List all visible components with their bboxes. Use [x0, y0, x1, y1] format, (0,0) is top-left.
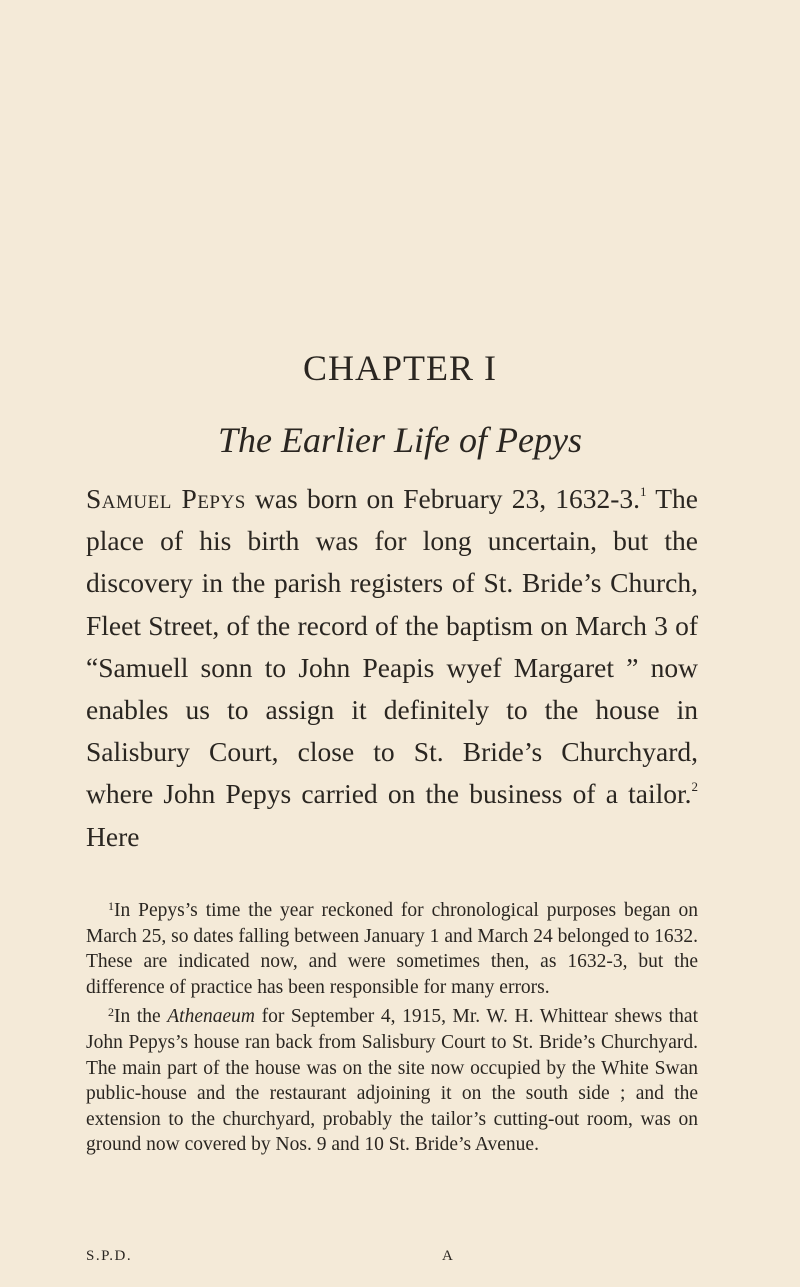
footnote-text-continued: for September 4, 1915, Mr. W. H. Whittear shews that John Pepys’s house ran back from Salisbury Court to St. Bride’s Churchyard. The main part of the house was on the site now occupied by the White Swan public-house and the restaurant adjoining it on the south side ; and the extension to the churchyard, probably the tailor’s cutting-out room, was on ground now covered by Nos. 9 and 10 St. Bride’s Avenue.: [86, 1006, 698, 1156]
footnote-2: [86, 1004, 698, 1158]
paragraph-sentence-3: Here: [86, 820, 140, 852]
footnote-mark: 1: [108, 899, 114, 913]
footnote-text: In Pepys’s time the year reckoned for chronological purposes began on March 25, so dates falling between January 1 and March 24 belonged to 1632. These are indicated now, and were sometimes then, as 1632-3, but the difference of practice has been responsible for many errors.: [86, 900, 698, 998]
footnote-ref-1: 1: [640, 484, 647, 499]
paragraph-sentence-1: was born on February 23, 1632-3.: [245, 483, 641, 514]
chapter-title: The Earlier Life of Pepys: [218, 420, 582, 460]
footnote-ref-2: 2: [691, 779, 698, 795]
signature-line: [86, 1248, 698, 1268]
main-paragraph: [86, 478, 698, 858]
lead-name: Samuel Pepys: [86, 483, 246, 514]
footnote-mark: 2: [108, 1005, 114, 1020]
footnote-text: In the: [114, 1006, 168, 1028]
footnote-1: [86, 898, 698, 1000]
chapter-heading: CHAPTER I: [302, 348, 497, 388]
paragraph-sentence-2: The place of his birth was for long uncertain, but the discovery in the parish registers of St. Bride’s Church, Fleet Street, of the record of the baptism on March 3 of “Samuell sonn to John Peapis wyef Margaret ” now enables us to assign it definitely to the house in Salisbury Court, close to St. Bride’s Churchyard, where John Pepys carried on the business of a tailor.: [86, 483, 698, 810]
journal-title: Athenaeum: [167, 1006, 255, 1028]
signature-abbreviation: S.P.D.: [86, 1248, 133, 1264]
footnotes: [86, 898, 698, 1158]
signature-sheet-letter: A: [442, 1248, 455, 1264]
